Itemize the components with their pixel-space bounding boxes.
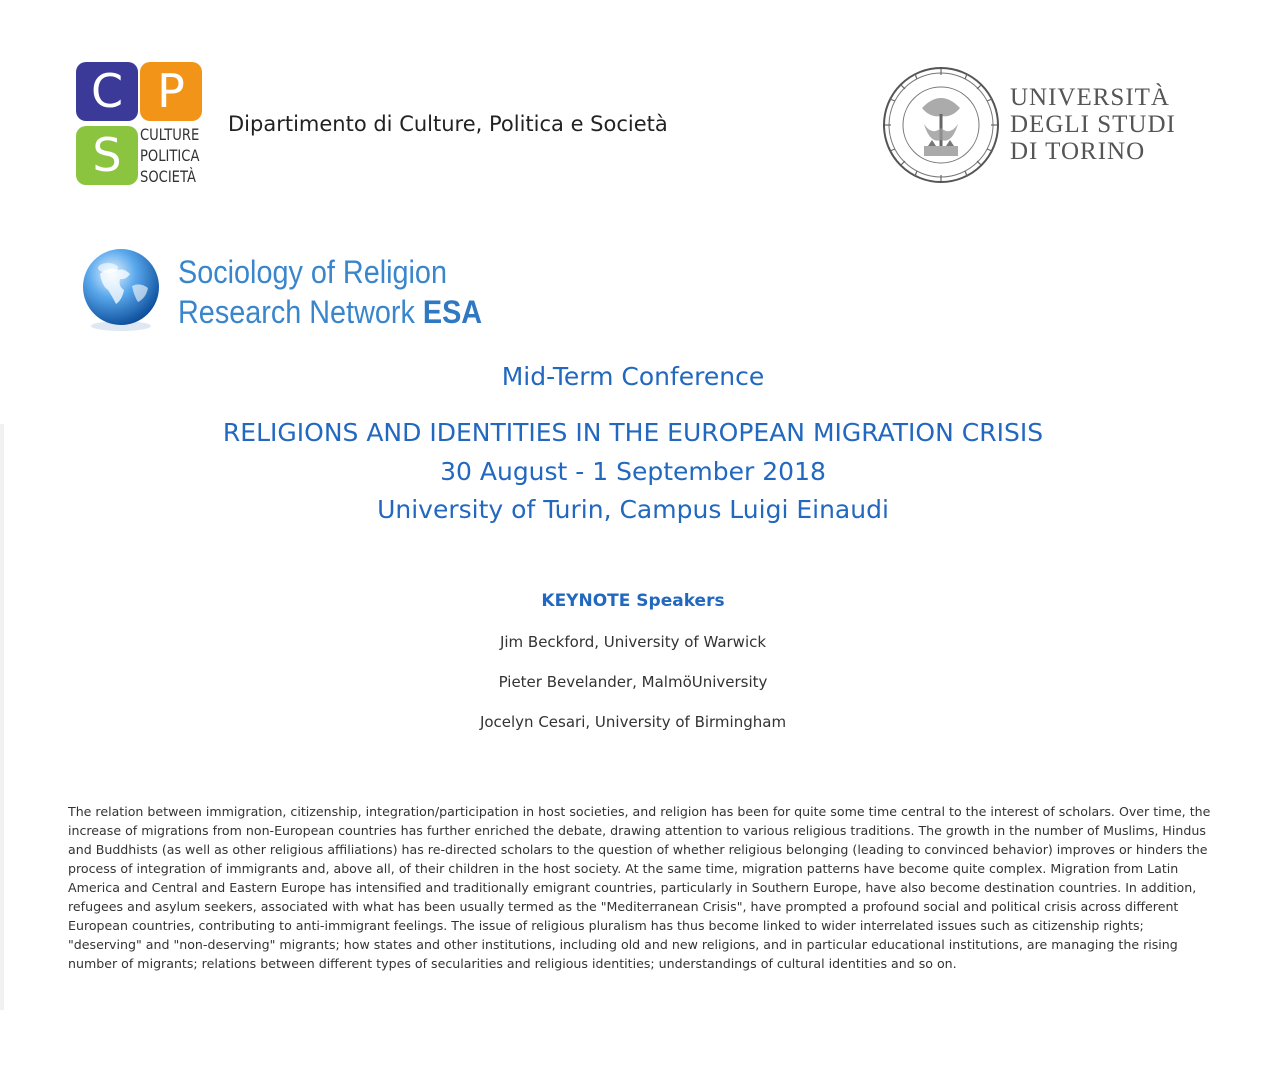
conference-venue: University of Turin, Campus Luigi Einaudi bbox=[377, 495, 889, 524]
university-name-line-2: DEGLI STUDI bbox=[1010, 111, 1176, 138]
cps-logo bbox=[76, 62, 206, 187]
network-name-esa: ESA bbox=[422, 294, 483, 330]
conference-type: Mid-Term Conference bbox=[501, 362, 765, 391]
university-name bbox=[1010, 84, 1176, 165]
cps-words bbox=[140, 124, 199, 187]
network-name-prefix: Research Network bbox=[178, 294, 423, 330]
cps-word-societa: SOCIETÀ bbox=[140, 167, 196, 186]
cps-tile-c: C bbox=[76, 62, 138, 121]
cps-tile-s: S bbox=[76, 126, 138, 185]
abstract-paragraph: The relation between immigration, citizenship, integration/participation in host societies, and religion has been for quite some time central to the interest of scholars. Over time, the increase of migrations from non-European countries has further enriched the debate, drawing attention to various religious traditions. The growth in the number of Muslims, Hindus and Buddhists (as well as other religious affiliations) has re-directed scholars to the question of whether religious belonging (leading to convinced behavior) improves or hinders the process of integration of immigrants and, above all, of their children in the host society. At the same time, migration patterns have become quite complex. Migration from Latin America and Central and Eastern Europe has intensified and traditionally emigrant countries, particularly in Southern Europe, have also become destination countries. In addition, refugees and asylum seekers, associated with what has been usually termed as the "Mediterranean Crisis", have prompted a profound social and political crisis across different European countries, contributing to anti-immigrant feelings. The issue of religious pluralism has thus become linked to wider interrelated issues such as citizenship rights; "deserving" and "non-deserving" migrants; how states and other institutions, including old and new religions, and in particular educational institutions, are managing the rising number of migrants; relations between different types of secularities and religious identities; understandings of cultural identities and so on. bbox=[68, 804, 1211, 971]
conference-dates: 30 August - 1 September 2018 bbox=[440, 457, 826, 486]
conference-title: RELIGIONS AND IDENTITIES IN THE EUROPEAN MIGRATION CRISIS bbox=[222, 418, 1044, 447]
cps-tile-p: P bbox=[140, 62, 202, 121]
keynote-speaker-1: Jim Beckford, University of Warwick bbox=[499, 633, 767, 651]
network-name-line-1: Sociology of Religion bbox=[178, 254, 447, 290]
cps-word-culture: CULTURE bbox=[140, 125, 200, 144]
keynote-speaker-3: Jocelyn Cesari, University of Birmingham bbox=[479, 713, 787, 731]
cps-word-politica: POLITICA bbox=[140, 146, 200, 165]
university-name-line-1: UNIVERSITÀ bbox=[1010, 84, 1170, 111]
globe-icon bbox=[78, 246, 164, 332]
keynote-heading: KEYNOTE Speakers bbox=[541, 591, 725, 611]
university-name-line-3: DI TORINO bbox=[1010, 138, 1146, 165]
university-seal-icon bbox=[882, 66, 1000, 184]
network-name-line-2 bbox=[178, 292, 482, 332]
keynote-speaker-2: Pieter Bevelander, MalmöUniversity bbox=[498, 673, 768, 691]
network-name bbox=[178, 252, 482, 332]
department-name: Dipartimento di Culture, Politica e Società bbox=[228, 112, 668, 136]
